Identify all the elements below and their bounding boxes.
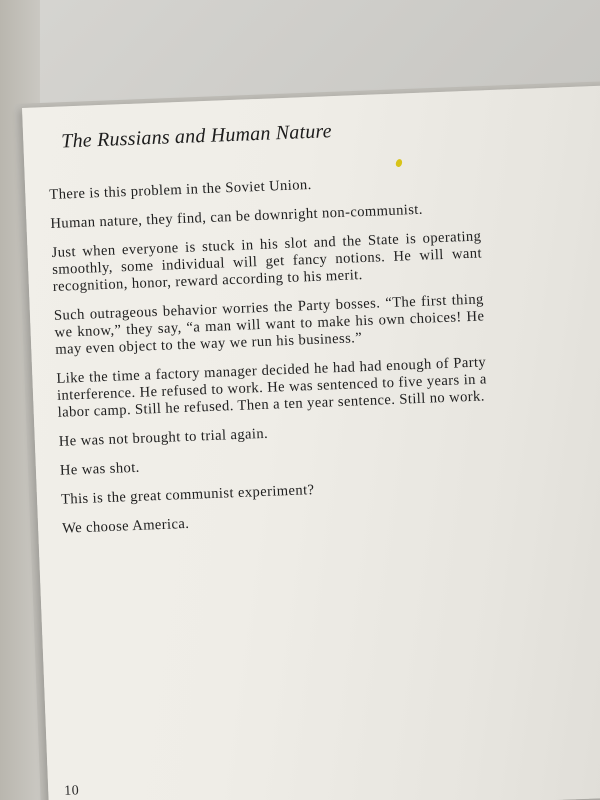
- paragraph-1: There is this problem in the Soviet Union.: [49, 176, 312, 204]
- paragraph-7: He was shot.: [59, 459, 141, 479]
- paragraph-4: Such outrageous behavior worries the Party bosses. “The first thing we know,” they say, “a man will want to make his own choices! He may even object to the way we run his business.”: [53, 291, 485, 358]
- page-number: 10: [63, 783, 80, 799]
- paragraph-3: Just when everyone is stuck in his slot and the State is operating smoothly, some individual will get fancy notions. He will want recognition, honor, reward according to his merit.: [51, 228, 483, 295]
- body-text: [49, 171, 493, 550]
- paragraph-5: Like the time a factory manager decided he had had enough of Party interference. He refused to work. He was sentenced to five years in a labor camp. Still he refused. Then a ten year sentence. Still no work.: [56, 354, 488, 421]
- paragraph-9: We choose America.: [61, 515, 190, 537]
- paragraph-2: Human nature, they find, can be downright non-communist.: [50, 201, 424, 232]
- booklet-page: [22, 85, 600, 800]
- paragraph-8: This is the great communist experiment?: [60, 482, 315, 508]
- paragraph-6: He was not brought to trial again.: [58, 425, 269, 450]
- page-title: The Russians and Human Nature: [60, 120, 333, 153]
